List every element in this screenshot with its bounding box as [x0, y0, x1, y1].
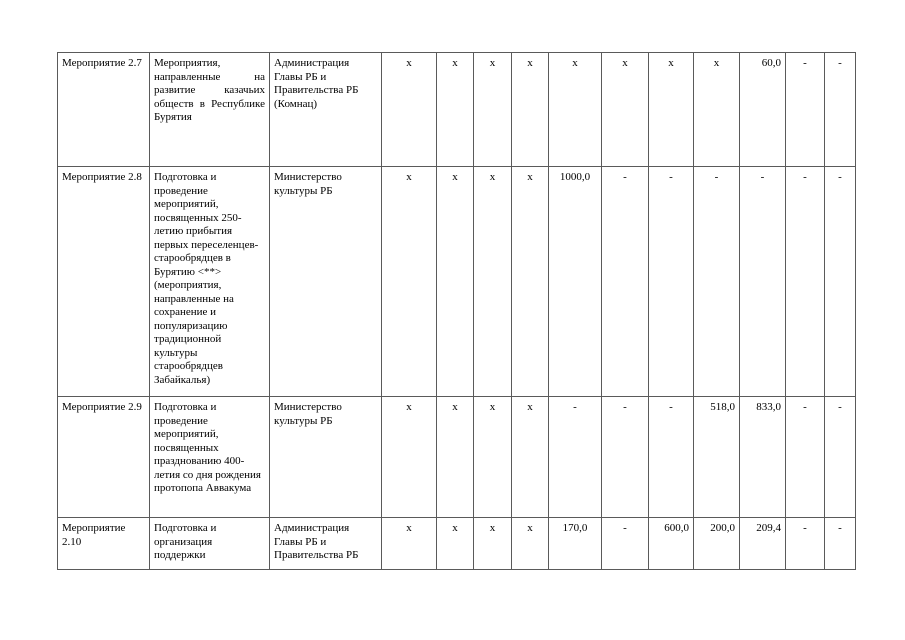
value-cell: -: [602, 167, 649, 397]
value-cell: x: [437, 518, 474, 570]
value-cell: -: [825, 167, 856, 397]
description-cell: Подготовка и проведение мероприятий, посвященных празднованию 400-летия со дня рождения протопопа Аввакума: [150, 397, 270, 518]
table-row: [58, 53, 856, 167]
description-cell: Мероприятия, направленные на развитие казачьих обществ в Республике Бурятия: [150, 53, 270, 167]
executor-cell: Администрация Главы РБ и Правительства РБ (Комнац): [270, 53, 382, 167]
value-cell: 200,0: [694, 518, 740, 570]
value-cell: x: [602, 53, 649, 167]
value-cell: -: [786, 53, 825, 167]
value-cell: x: [512, 167, 549, 397]
value-cell: 1000,0: [549, 167, 602, 397]
program-table: [57, 52, 856, 570]
value-cell: x: [649, 53, 694, 167]
value-cell: x: [437, 167, 474, 397]
measure-cell: Мероприятие 2.9: [58, 397, 150, 518]
description-cell: Подготовка и организация поддержки: [150, 518, 270, 570]
measure-cell: Мероприятие 2.7: [58, 53, 150, 167]
value-cell: x: [512, 518, 549, 570]
value-cell: x: [512, 53, 549, 167]
table-row: [58, 167, 856, 397]
value-cell: x: [549, 53, 602, 167]
value-cell: -: [740, 167, 786, 397]
value-cell: -: [549, 397, 602, 518]
value-cell: x: [437, 53, 474, 167]
value-cell: -: [786, 167, 825, 397]
value-cell: -: [602, 397, 649, 518]
value-cell: 518,0: [694, 397, 740, 518]
value-cell: x: [694, 53, 740, 167]
value-cell: x: [382, 167, 437, 397]
value-cell: x: [474, 53, 512, 167]
description-cell: Подготовка и проведение мероприятий, посвященных 250-летию прибытия первых переселенцев-старообрядцев в Бурятию <**> (мероприятия, направленные на сохранение и популяризацию традиционной культуры старообрядцев Забайкалья): [150, 167, 270, 397]
value-cell: x: [382, 518, 437, 570]
value-cell: 600,0: [649, 518, 694, 570]
value-cell: 60,0: [740, 53, 786, 167]
measure-cell: Мероприятие 2.8: [58, 167, 150, 397]
value-cell: 833,0: [740, 397, 786, 518]
value-cell: -: [786, 397, 825, 518]
value-cell: 170,0: [549, 518, 602, 570]
value-cell: -: [694, 167, 740, 397]
value-cell: x: [512, 397, 549, 518]
table-row: [58, 518, 856, 570]
value-cell: -: [825, 397, 856, 518]
value-cell: x: [382, 397, 437, 518]
value-cell: -: [649, 397, 694, 518]
executor-cell: Министерство культуры РБ: [270, 397, 382, 518]
measure-cell: Мероприятие 2.10: [58, 518, 150, 570]
executor-cell: Министерство культуры РБ: [270, 167, 382, 397]
table-row: [58, 397, 856, 518]
executor-cell: Администрация Главы РБ и Правительства РБ: [270, 518, 382, 570]
value-cell: x: [437, 397, 474, 518]
value-cell: -: [602, 518, 649, 570]
value-cell: -: [786, 518, 825, 570]
value-cell: -: [649, 167, 694, 397]
value-cell: x: [382, 53, 437, 167]
value-cell: x: [474, 167, 512, 397]
value-cell: -: [825, 518, 856, 570]
value-cell: x: [474, 518, 512, 570]
value-cell: -: [825, 53, 856, 167]
value-cell: 209,4: [740, 518, 786, 570]
value-cell: x: [474, 397, 512, 518]
